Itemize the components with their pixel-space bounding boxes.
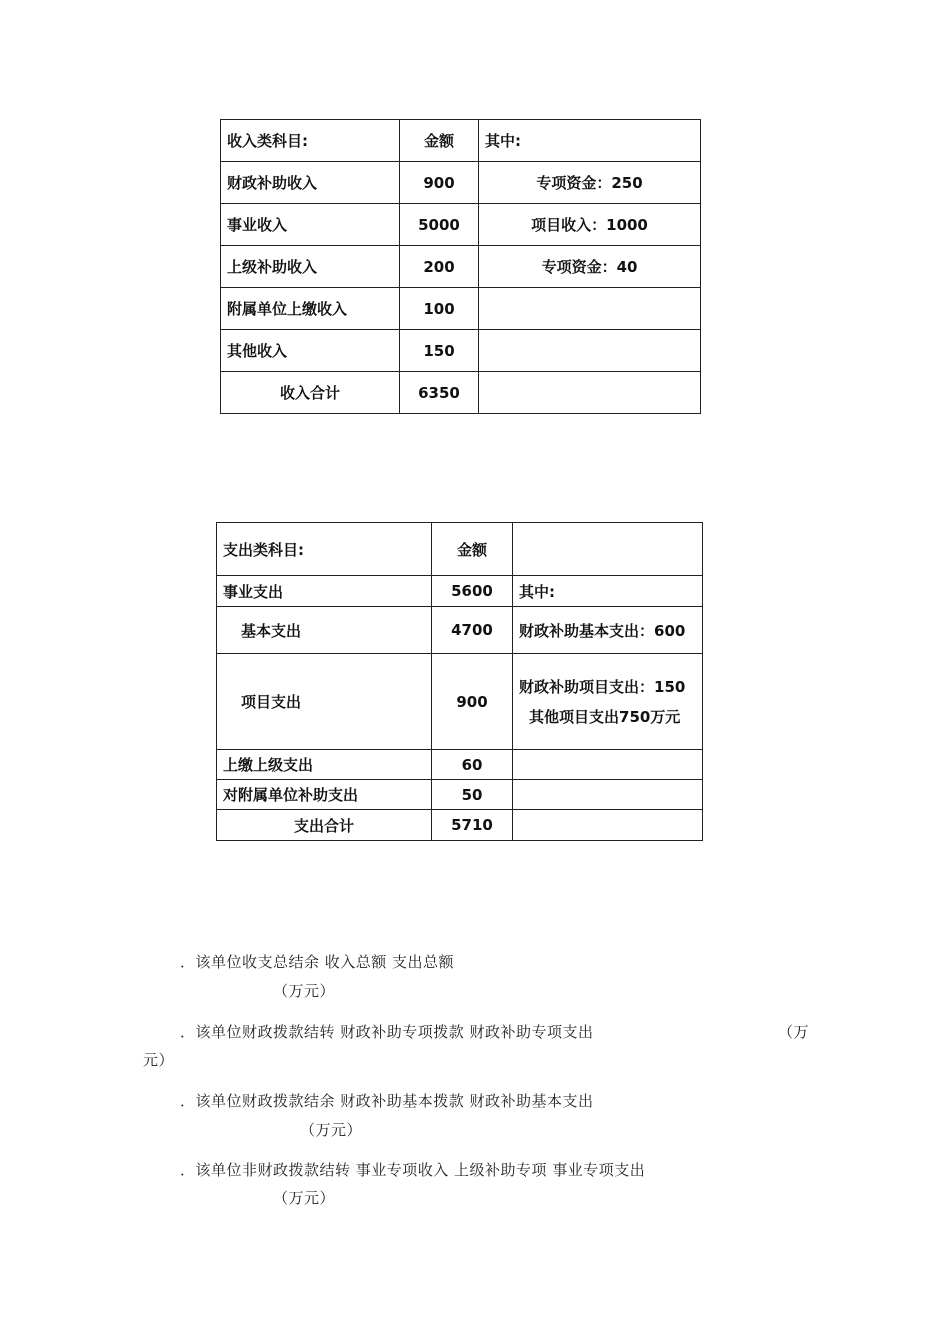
table-row: [217, 576, 703, 607]
note-cell: 其中:: [513, 576, 703, 607]
total-amount-cell: 5710: [432, 810, 513, 841]
amount-cell: 900: [400, 162, 479, 204]
total-amount-cell: 6350: [400, 372, 479, 414]
question-4-text: ．该单位非财政拨款结转 事业专项收入 上级补助专项 事业专项支出: [180, 1161, 646, 1179]
amount-cell: 900: [432, 654, 513, 750]
table-row: [221, 162, 701, 204]
table-row: [217, 750, 703, 780]
item-cell: 其他收入: [221, 330, 400, 372]
item-cell: 基本支出: [217, 607, 432, 654]
expense-table: [216, 522, 703, 841]
note-cell: 专项资金：40: [479, 246, 701, 288]
item-cell: 附属单位上缴收入: [221, 288, 400, 330]
note-cell: [479, 372, 701, 414]
question-2-unit-start: （万: [778, 1023, 810, 1041]
question-1-unit: （万元）: [273, 982, 336, 1000]
note-cell: [479, 288, 701, 330]
total-label-cell: 收入合计: [221, 372, 400, 414]
note-cell: [513, 810, 703, 841]
amount-cell: 150: [400, 330, 479, 372]
table-row: [221, 288, 701, 330]
table-header-row: [221, 120, 701, 162]
note-cell: [513, 654, 703, 750]
note-cell: 项目收入：1000: [479, 204, 701, 246]
question-2-unit-end: 元）: [143, 1051, 175, 1069]
table-row: [221, 246, 701, 288]
table-row: [217, 654, 703, 750]
amount-cell: 200: [400, 246, 479, 288]
note-cell: 财政补助基本支出：600: [513, 607, 703, 654]
amount-cell: 50: [432, 780, 513, 810]
header-cell: 其中:: [479, 120, 701, 162]
note-cell: [513, 750, 703, 780]
header-cell: 金额: [432, 523, 513, 576]
amount-cell: 5000: [400, 204, 479, 246]
note-line: 其他项目支出750万元: [529, 707, 681, 726]
note-cell: 专项资金：250: [479, 162, 701, 204]
question-1-text: ．该单位收支总结余 收入总额 支出总额: [180, 953, 455, 971]
note-line: 财政补助项目支出：150: [519, 677, 686, 696]
item-cell: 上级补助收入: [221, 246, 400, 288]
item-cell: 财政补助收入: [221, 162, 400, 204]
question-4-unit: （万元）: [273, 1189, 336, 1207]
item-cell: 对附属单位补助支出: [217, 780, 432, 810]
header-cell: 金额: [400, 120, 479, 162]
income-table: [220, 119, 701, 414]
note-cell: [513, 780, 703, 810]
amount-cell: 4700: [432, 607, 513, 654]
table-header-row: [217, 523, 703, 576]
header-cell: 支出类科目:: [217, 523, 432, 576]
table-total-row: [221, 372, 701, 414]
amount-cell: 60: [432, 750, 513, 780]
question-3-unit: （万元）: [300, 1121, 363, 1139]
question-3-text: ．该单位财政拨款结余 财政补助基本拨款 财政补助基本支出: [180, 1092, 594, 1110]
amount-cell: 100: [400, 288, 479, 330]
amount-cell: 5600: [432, 576, 513, 607]
table-row: [221, 204, 701, 246]
item-cell: 项目支出: [217, 654, 432, 750]
table-row: [217, 780, 703, 810]
total-label-cell: 支出合计: [217, 810, 432, 841]
note-cell: [479, 330, 701, 372]
item-cell: 事业支出: [217, 576, 432, 607]
table-total-row: [217, 810, 703, 841]
table-row: [217, 607, 703, 654]
header-cell: [513, 523, 703, 576]
table-row: [221, 330, 701, 372]
item-cell: 上缴上级支出: [217, 750, 432, 780]
question-2-text: ．该单位财政拨款结转 财政补助专项拨款 财政补助专项支出: [180, 1023, 594, 1041]
header-cell: 收入类科目:: [221, 120, 400, 162]
item-cell: 事业收入: [221, 204, 400, 246]
